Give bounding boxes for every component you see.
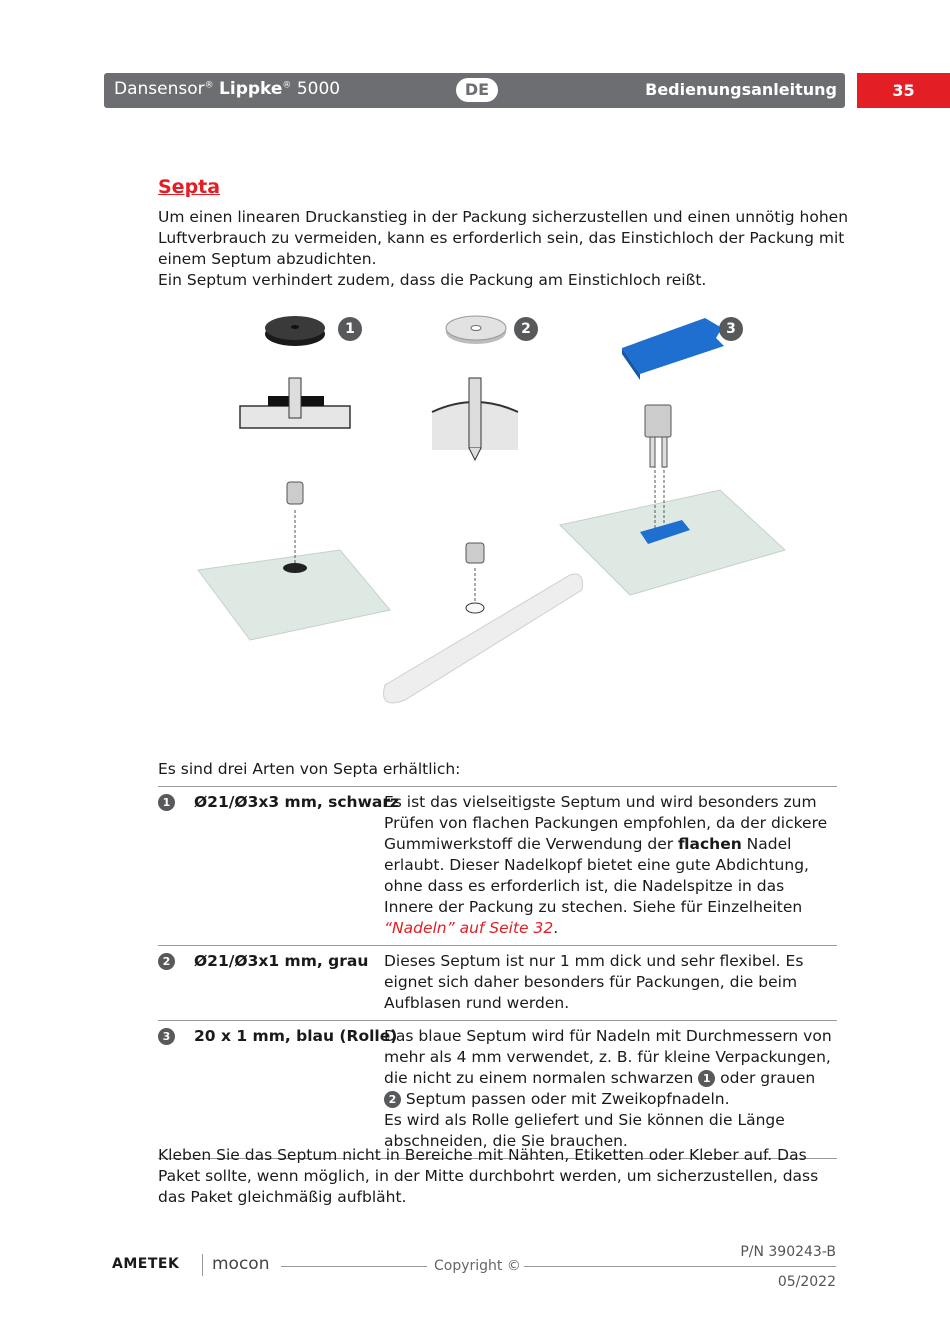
- bag-with-blue-septum-icon: [560, 405, 785, 595]
- doc-date: 05/2022: [777, 1274, 836, 1290]
- septa-drawing: [150, 300, 810, 730]
- septum-description: Das blaue Septum wird für Nadeln mit Durchmessern von mehr als 4 mm verwendet, z. B. für kleine Verpackungen, die nicht zu einem normalen schwarzen 1 oder grauen 2 Septum passen oder mit Zweikopfnadeln. Es wird als Rolle geliefert und Sie können die Länge abschneiden, die Sie brauchen.: [384, 1027, 832, 1150]
- intro-paragraph-2: Ein Septum verhindert zudem, dass die Packung am Einstichloch reißt.: [158, 271, 707, 289]
- part-number: P/N 390243-B: [740, 1244, 836, 1260]
- needle-cross-section-icon: [432, 378, 518, 460]
- logo-separator: [202, 1254, 203, 1276]
- needles-link[interactable]: “Nadeln” auf Seite 32: [384, 919, 554, 937]
- section-title: Septa: [158, 176, 221, 198]
- badge-3: 3: [719, 317, 743, 341]
- table-row: [158, 1021, 837, 1159]
- flat-bag-icon: [198, 482, 390, 640]
- ref-badge-2: 2: [384, 1091, 401, 1108]
- row-number: 3: [158, 1028, 175, 1045]
- black-septum-icon: [265, 316, 325, 346]
- footer-line-right: [524, 1266, 836, 1267]
- intro-paragraph-1: Um einen linearen Druckanstieg in der Packung sicherzustellen und einen unnötig hohen Luftverbrauch zu vermeiden, kann es erforderlich sein, das Einstichloch der Packung mit einem Septum abzudichten.: [158, 208, 849, 268]
- grey-septum-icon: [446, 316, 506, 344]
- flat-needle-cross-section-icon: [240, 378, 350, 428]
- header-bar: [104, 73, 845, 108]
- table-row: [158, 787, 837, 946]
- row-number: 2: [158, 953, 175, 970]
- row-number: 1: [158, 794, 175, 811]
- ametek-logo: AMETEK: [112, 1256, 180, 1272]
- ref-badge-1: 1: [698, 1070, 715, 1087]
- badge-1: 1: [338, 317, 362, 341]
- intro-text: [158, 207, 848, 291]
- badge-2: 2: [514, 317, 538, 341]
- septa-illustration: [150, 300, 810, 730]
- doc-type: Bedienungsanleitung: [645, 80, 837, 99]
- product-name: Dansensor® Lippke® 5000: [114, 79, 341, 99]
- septa-table: [158, 786, 837, 1159]
- septum-description: Es ist das vielseitigste Septum und wird besonders zum Prüfen von flachen Packungen empfohlen, da der dickere Gummiwerkstoff die Verwendung der flachen Nadel erlaubt. Dieser Nadelkopf bietet eine gute Abdichtung, ohne dass es erforderlich ist, die Nadelspitze in das Innere der Packung zu stechen. Siehe für Einzelheiten “Nadeln” auf Seite 32.: [384, 793, 828, 937]
- language-badge: DE: [456, 78, 498, 102]
- mocon-logo: mocon: [212, 1254, 270, 1274]
- footer-line-left: [281, 1266, 427, 1267]
- page-number: 35: [857, 73, 950, 108]
- table-row: [158, 946, 837, 1021]
- closing-text: Kleben Sie das Septum nicht in Bereiche mit Nähten, Etiketten oder Kleber auf. Das Paket sollte, wenn möglich, in der Mitte durchbohrt werden, um sicherzustellen, dass das Paket gleichmäßig aufbläht.: [158, 1146, 819, 1206]
- blue-septum-roll-icon: [622, 318, 724, 380]
- copyright: Copyright ©: [434, 1258, 521, 1274]
- septum-name: Ø21/Ø3x3 mm, schwarz: [194, 793, 400, 811]
- septum-description: Dieses Septum ist nur 1 mm dick und sehr flexibel. Es eignet sich daher besonders für Packungen, die beim Aufblasen rund werden.: [384, 952, 804, 1012]
- available-text: Es sind drei Arten von Septa erhältlich:: [158, 760, 461, 778]
- septum-name: Ø21/Ø3x1 mm, grau: [194, 952, 369, 970]
- septum-name: 20 x 1 mm, blau (Rolle): [194, 1027, 398, 1045]
- roll-bag-icon: [384, 543, 583, 703]
